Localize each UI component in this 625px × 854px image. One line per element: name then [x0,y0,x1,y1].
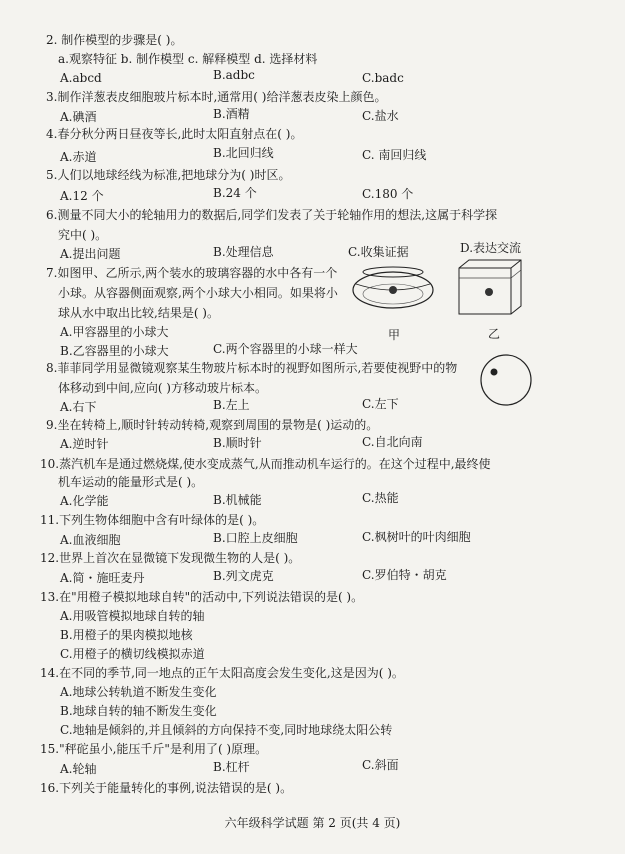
q7-stem-line1: 7.如图甲、乙所示,两个装水的玻璃容器的水中各有一个 [46,266,338,280]
q8-stem-line1: 8.菲菲同学用显微镜观察某生物玻片标本时的视野如图所示,若要使视野中的物 [46,361,458,375]
q11-option-a: A.血液细胞 [60,533,121,547]
q7-stem-line3: 球从水中取出比较,结果是( )。 [58,306,219,320]
q7-stem-line2: 小球。从容器侧面观察,两个小球大小相同。如果将小 [58,286,338,300]
q3-stem: 3.制作洋葱表皮细胞玻片标本时,通常用( )给洋葱表皮染上颜色。 [46,90,387,104]
q2-option-b: B.adbc [213,68,255,82]
q8-microscope-view-figure [478,352,534,408]
q9-stem: 9.坐在转椅上,顺时针转动转椅,观察到周围的景物是( )运动的。 [46,418,379,432]
q8-option-b: B.左上 [213,398,250,412]
q6-option-a: A.提出问题 [60,247,121,261]
q12-option-a: A.简・施旺麦丹 [60,571,145,585]
q11-option-b: B.口腔上皮细胞 [213,531,298,545]
q6-stem-line2: 究中( )。 [58,228,108,242]
page-footer: 六年级科学试题 第 2 页(共 4 页) [224,816,401,830]
q6-stem-line1: 6.测量不同大小的轮轴用力的数据后,同学们发表了关于轮轴作用的想法,这属于科学探 [46,208,498,222]
q11-option-c: C.枫树叶的叶肉细胞 [362,530,471,544]
q9-option-a: A.逆时针 [60,437,109,451]
q15-option-c: C.斜面 [362,758,399,772]
q10-stem-line1: 10.蒸汽机车是通过燃烧煤,使水变成蒸气,从而推动机车运行的。在这个过程中,最终使 [40,457,491,471]
q3-option-c: C.盐水 [362,109,399,123]
q10-stem-line2: 机车运动的能量形式是( )。 [58,475,204,489]
q2-stem: 2. 制作模型的步骤是( )。 [46,33,183,47]
q9-option-b: B.顺时针 [213,436,262,450]
q12-option-c: C.罗伯特・胡克 [362,568,447,582]
q13-option-a: A.用吸管模拟地球自转的轴 [60,609,205,623]
q10-option-b: B.机械能 [213,493,262,507]
q14-option-c: C.地轴是倾斜的,并且倾斜的方向保持不变,同时地球绕太阳公转 [60,723,393,737]
q15-stem: 15."秤砣虽小,能压千斤"是利用了( )原理。 [40,742,268,756]
q5-option-c: C.180 个 [362,187,414,201]
q16-stem: 16.下列关于能量转化的事例,说法错误的是( )。 [40,781,293,795]
q15-option-b: B.杠杆 [213,760,250,774]
q5-option-b: B.24 个 [213,186,257,200]
q13-option-c: C.用橙子的横切线模拟赤道 [60,647,205,661]
q11-stem: 11.下列生物体细胞中含有叶绿体的是( )。 [40,513,265,527]
q4-option-b: B.北回归线 [213,146,274,160]
q6-option-c: C.收集证据 [348,245,409,259]
q4-option-c: C. 南回归线 [362,148,427,162]
q7-container-jia-figure [348,260,438,326]
q4-option-a: A.赤道 [60,150,97,164]
q10-option-c: C.热能 [362,491,399,505]
q8-option-c: C.左下 [362,397,399,411]
q8-stem-line2: 体移动到中间,应向( )方移动玻片标本。 [58,381,267,395]
q14-option-a: A.地球公转轨道不断发生变化 [60,685,217,699]
q13-stem: 13.在"用橙子模拟地球自转"的活动中,下列说法错误的是( )。 [40,590,364,604]
q3-option-b: B.酒精 [213,107,250,121]
q15-option-a: A.轮轴 [60,762,97,776]
q7-option-c: C.两个容器里的小球一样大 [213,342,358,356]
q7-label-yi: 乙 [488,327,501,341]
q2-option-a: A.abcd [60,71,102,85]
q7-container-yi-figure [455,258,525,318]
q4-stem: 4.春分秋分两日昼夜等长,此时太阳直射点在( )。 [46,127,303,141]
q2-option-c: C.badc [362,71,404,85]
q5-option-a: A.12 个 [60,189,104,203]
q6-option-d: D.表达交流 [460,241,522,255]
q9-option-c: C.自北向南 [362,435,423,449]
q13-option-b: B.用橙子的果肉模拟地核 [60,628,193,642]
q6-option-b: B.处理信息 [213,245,274,259]
q10-option-a: A.化学能 [60,494,109,508]
q5-stem: 5.人们以地球经线为标准,把地球分为( )时区。 [46,168,291,182]
q7-label-jia: 甲 [388,328,401,342]
q12-stem: 12.世界上首次在显微镜下发现微生物的人是( )。 [40,551,301,565]
q2-choices: a.观察特征 b. 制作模型 c. 解释模型 d. 选择材料 [58,52,318,66]
q12-option-b: B.列文虎克 [213,569,274,583]
q7-option-a: A.甲容器里的小球大 [60,325,169,339]
q14-option-b: B.地球自转的轴不断发生变化 [60,704,217,718]
q14-stem: 14.在不同的季节,同一地点的正午太阳高度会发生变化,这是因为( )。 [40,666,404,680]
q3-option-a: A.碘酒 [60,110,97,124]
q7-option-b: B.乙容器里的小球大 [60,344,169,358]
q8-option-a: A.右下 [60,400,97,414]
